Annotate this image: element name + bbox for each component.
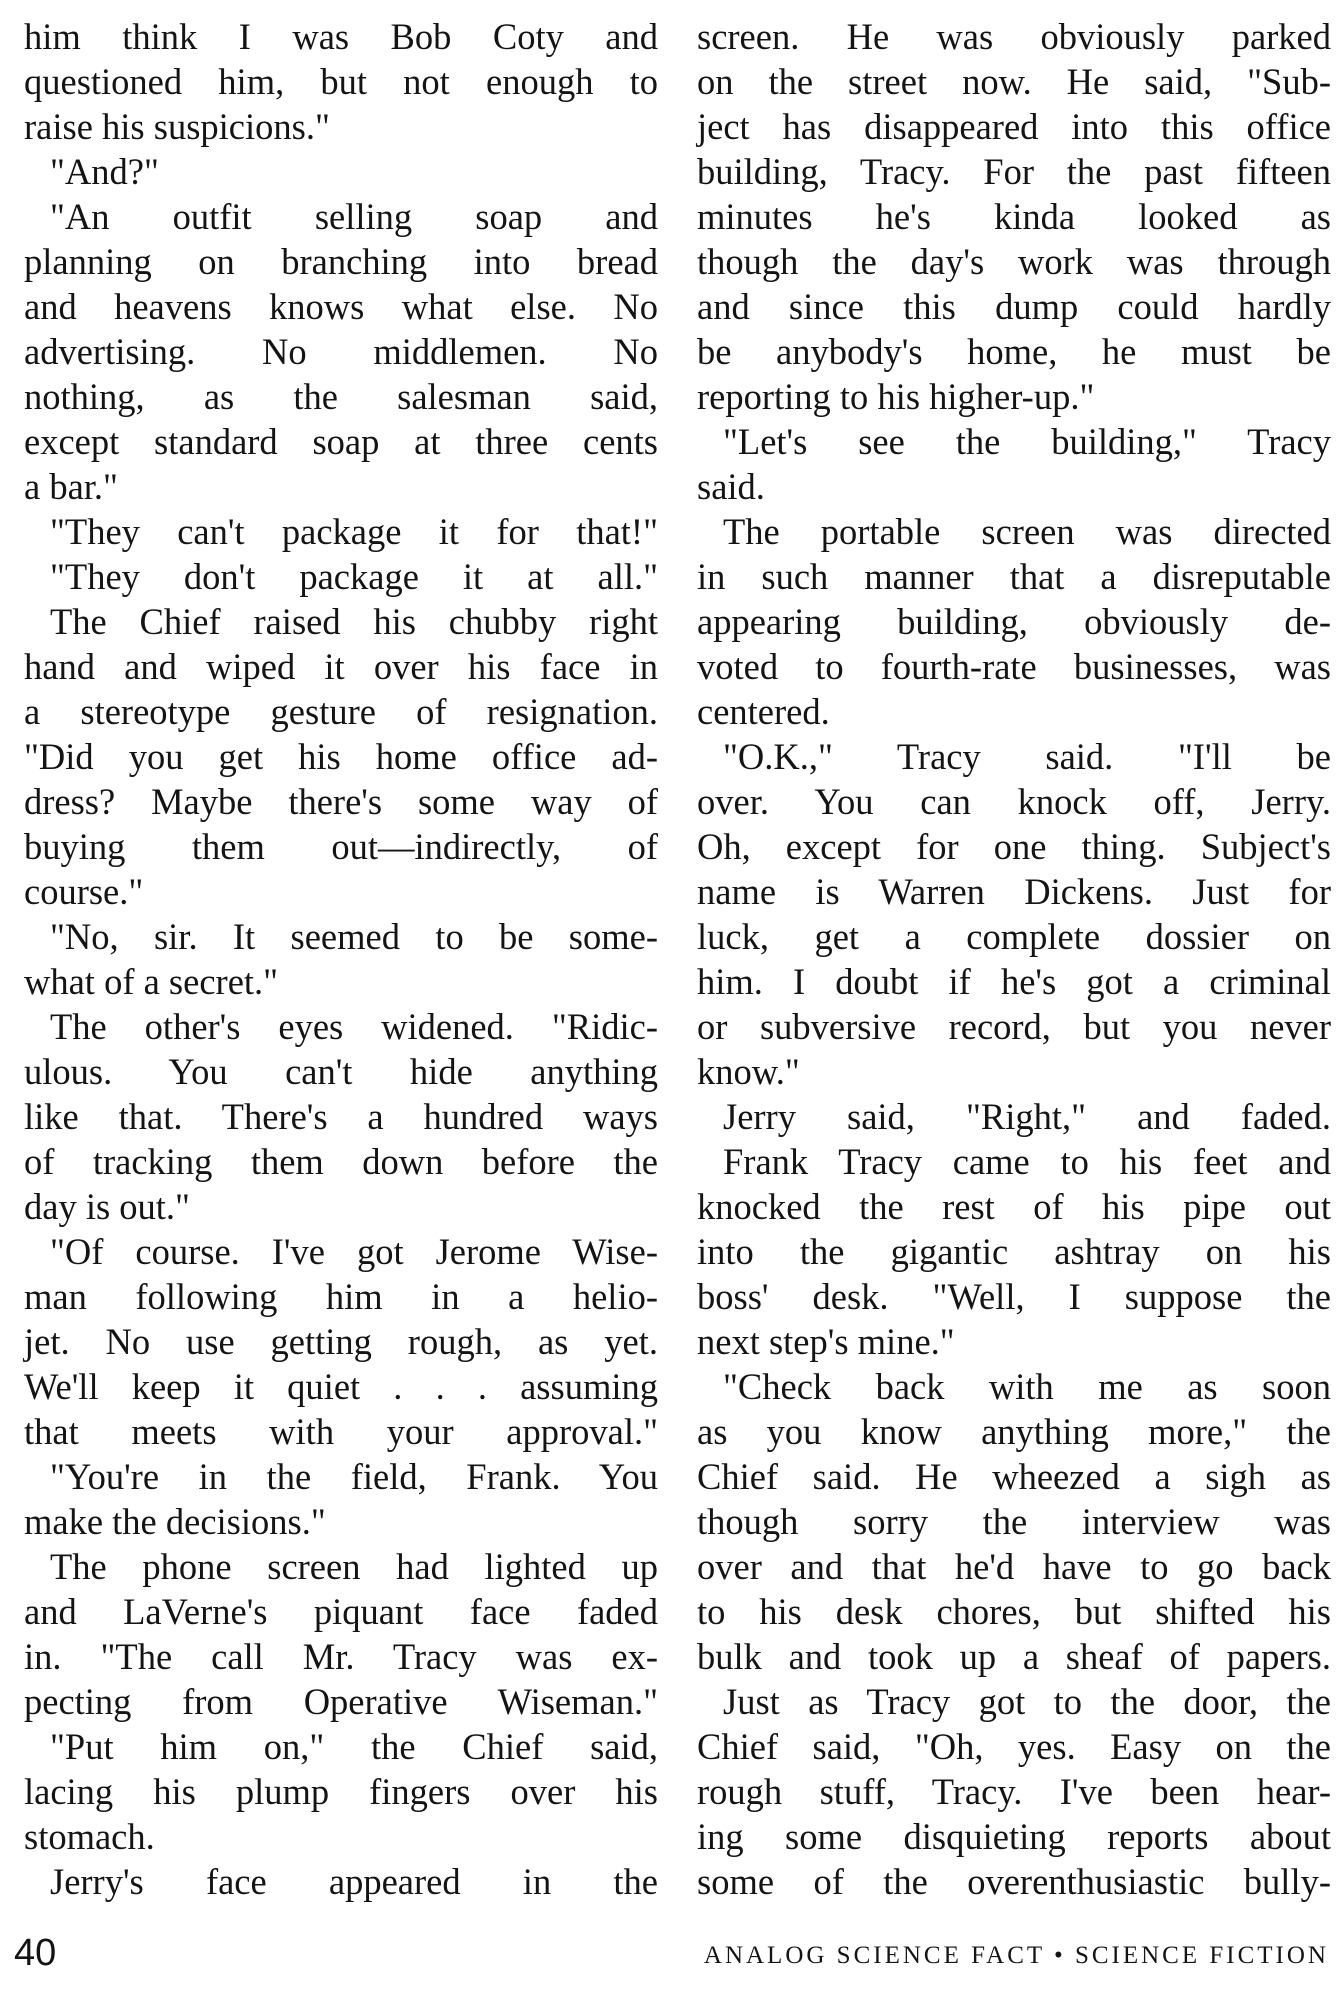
text-line: voted to fourth-rate businesses, was [697,646,1331,687]
text-line: "They can't package it for that!" [50,511,658,552]
text-line: or subversive record, but you never [697,1006,1331,1047]
text-line: The other's eyes widened. "Ridic- [50,1006,658,1047]
text-line: said. [697,466,765,507]
text-line: The phone screen had lighted up [50,1546,658,1587]
text-line: to his desk chores, but shifted his [697,1591,1331,1632]
text-line: rough stuff, Tracy. I've been hear- [697,1771,1331,1812]
text-line: make the decisions." [24,1501,326,1542]
text-line: Frank Tracy came to his feet and [723,1141,1331,1182]
text-line: into the gigantic ashtray on his [697,1231,1331,1272]
text-line: ing some disquieting reports about [697,1816,1331,1857]
text-line: Jerry's face appeared in the [50,1861,658,1902]
text-line: "An outfit selling soap and [50,196,658,237]
text-line: "Check back with me as soon [723,1366,1331,1407]
text-line: luck, get a complete dossier on [697,916,1331,957]
text-line: nothing, as the salesman said, [24,376,658,417]
text-line: that meets with your approval." [24,1411,658,1452]
text-line: on the street now. He said, "Sub- [697,61,1331,102]
text-line: raise his suspicions." [24,106,330,147]
text-line: bulk and took up a sheaf of papers. [697,1636,1331,1677]
text-line: "O.K.," Tracy said. "I'll be [723,736,1331,777]
text-line: building, Tracy. For the past fifteen [697,151,1331,192]
text-line: questioned him, but not enough to [24,61,658,102]
text-line: ject has disappeared into this office [697,106,1331,147]
text-line: him. I doubt if he's got a criminal [697,961,1331,1002]
text-line: lacing his plump fingers over his [24,1771,658,1812]
text-line: Oh, except for one thing. Subject's [697,826,1331,867]
text-line: what of a secret." [24,961,279,1002]
text-line: a stereotype gesture of resignation. [24,691,658,732]
text-line: We'll keep it quiet . . . assuming [24,1366,658,1407]
text-line: know." [697,1051,800,1092]
text-line: a bar." [24,466,118,507]
text-line: ulous. You can't hide anything [24,1051,658,1092]
text-line: advertising. No middlemen. No [24,331,658,372]
text-line: boss' desk. "Well, I suppose the [697,1276,1331,1317]
text-line: Jerry said, "Right," and faded. [723,1096,1331,1137]
text-line: of tracking them down before the [24,1141,658,1182]
text-line: pecting from Operative Wiseman." [24,1681,658,1722]
text-line: name is Warren Dickens. Just for [697,871,1331,912]
text-line: knocked the rest of his pipe out [697,1186,1331,1227]
text-line: day is out." [24,1186,190,1227]
text-line: minutes he's kinda looked as [697,196,1331,237]
text-line: him think I was Bob Coty and [24,16,658,57]
text-line: and LaVerne's piquant face faded [24,1591,658,1632]
text-line: be anybody's home, he must be [697,331,1331,372]
text-line: "Of course. I've got Jerome Wise- [50,1231,658,1272]
text-line: and since this dump could hardly [697,286,1331,327]
text-line: planning on branching into bread [24,241,658,282]
text-line: over and that he'd have to go back [697,1546,1331,1587]
text-line: Chief said. He wheezed a sigh as [697,1456,1331,1497]
text-line: The Chief raised his chubby right [50,601,658,642]
text-line: dress? Maybe there's some way of [24,781,658,822]
text-line: jet. No use getting rough, as yet. [24,1321,658,1362]
text-line: buying them out—indirectly, of [24,826,658,867]
text-line: as you know anything more," the [697,1411,1331,1452]
text-line: Just as Tracy got to the door, the [723,1681,1331,1722]
text-line: stomach. [24,1816,155,1857]
text-line: "And?" [50,151,159,192]
text-line: man following him in a helio- [24,1276,658,1317]
text-line: screen. He was obviously parked [697,16,1331,57]
text-line: "They don't package it at all." [50,556,658,597]
text-line: Chief said, "Oh, yes. Easy on the [697,1726,1331,1767]
text-line: and heavens knows what else. No [24,286,658,327]
text-line: hand and wiped it over his face in [24,646,658,687]
text-line: "Put him on," the Chief said, [50,1726,658,1767]
text-line: course." [24,871,144,912]
text-line: "Did you get his home office ad- [24,736,658,777]
running-head: ANALOG SCIENCE FACT • SCIENCE FICTION [703,1942,1329,1969]
text-line: in. "The call Mr. Tracy was ex- [24,1636,658,1677]
text-line: though the day's work was through [697,241,1331,282]
text-line: some of the overenthusiastic bully- [697,1861,1331,1902]
text-line: centered. [697,691,830,732]
text-line: "No, sir. It seemed to be some- [50,916,658,957]
page-number: 40 [14,1932,57,1974]
text-line: reporting to his higher-up." [697,376,1095,417]
text-line: in such manner that a disreputable [697,556,1331,597]
text-line: appearing building, obviously de- [697,601,1331,642]
text-line: like that. There's a hundred ways [24,1096,658,1137]
text-line: though sorry the interview was [697,1501,1331,1542]
text-line: "You're in the field, Frank. You [50,1456,658,1497]
right-text-column [697,14,1331,1904]
page-footer [0,1928,1341,1978]
left-text-column [24,14,658,1904]
text-line: next step's mine." [697,1321,955,1362]
text-line: over. You can knock off, Jerry. [697,781,1331,822]
text-line: except standard soap at three cents [24,421,658,462]
text-line: "Let's see the building," Tracy [723,421,1331,462]
text-line: The portable screen was directed [723,511,1331,552]
